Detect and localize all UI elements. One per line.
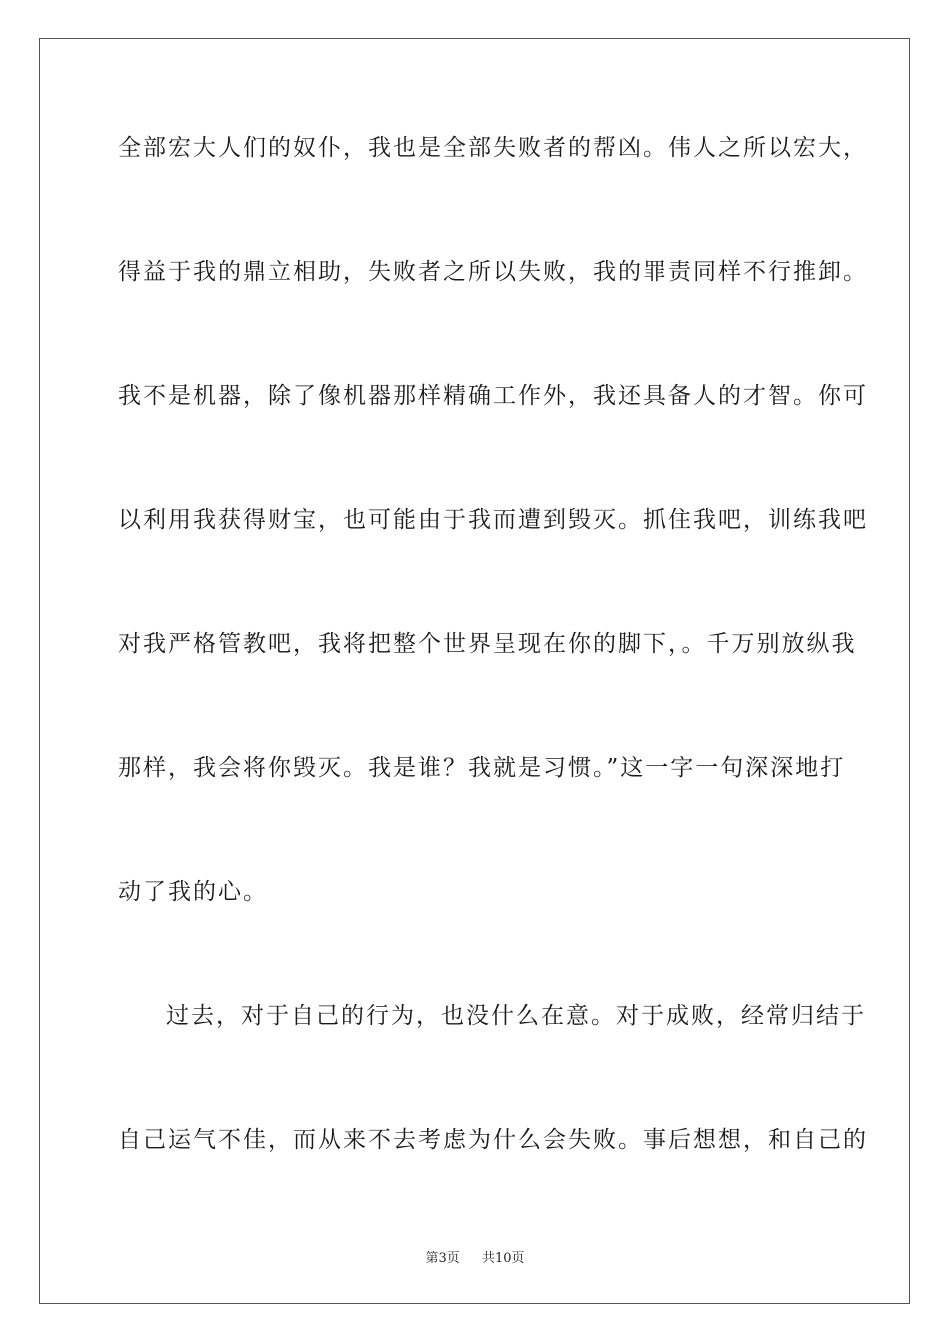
page-footer xyxy=(0,1247,950,1266)
text-line: 自己运气不佳，而从来不去考虑为什么会失败。事后想想，和自己的 xyxy=(118,1127,868,1153)
text-line: 得益于我的鼎立相助，失败者之所以失败，我的罪责同样不行推卸。 xyxy=(118,259,868,285)
text-line: 动了我的心。 xyxy=(118,879,268,905)
text-line: 以利用我获得财宝，也可能由于我而遭到毁灭。抓住我吧，训练我吧 xyxy=(118,507,868,533)
text-line: 全部宏大人们的奴仆，我也是全部失败者的帮凶。伟人之所以宏大， xyxy=(118,135,868,161)
page-total: 共10页 xyxy=(482,1251,525,1266)
text-line: 对我严格管教吧，我将把整个世界呈现在你的脚下，。千万别放纵我 xyxy=(118,631,857,657)
page-number: 第3页 xyxy=(425,1251,460,1266)
text-line: 那样，我会将你毁灭。我是谁？我就是习惯。”这一字一句深深地打 xyxy=(118,755,846,781)
paragraph-first-line: 过去，对于自己的行为，也没什么在意。对于成败，经常归结于 xyxy=(166,1003,866,1029)
text-line: 我不是机器，除了像机器那样精确工作外，我还具备人的才智。你可 xyxy=(118,383,868,409)
document-body xyxy=(118,120,868,1236)
